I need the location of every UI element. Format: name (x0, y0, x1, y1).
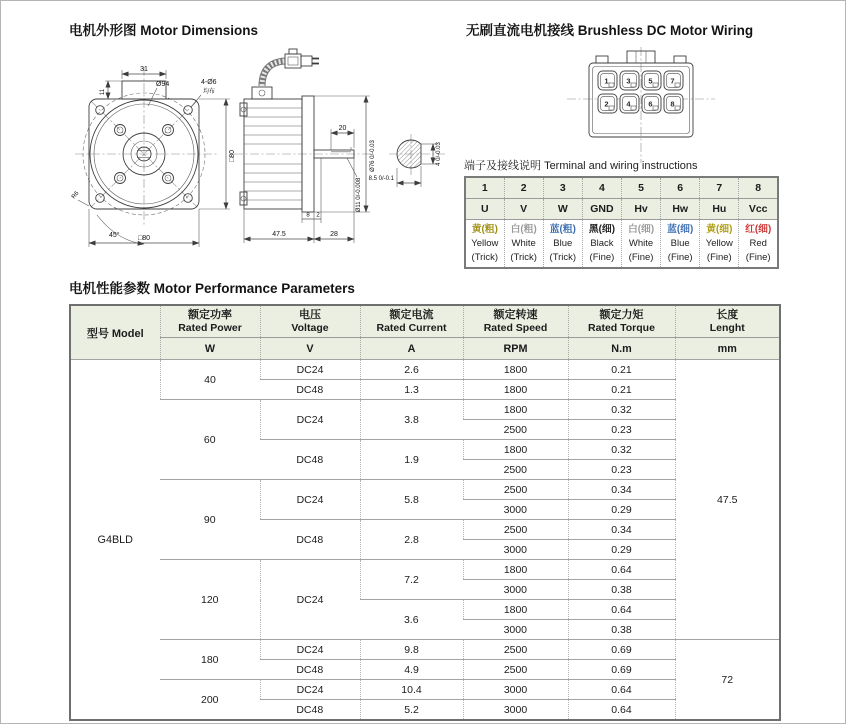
connector-pin-8 (664, 94, 683, 113)
performance-cell: 0.38 (568, 580, 675, 600)
wire-gauge: (Fine) (706, 252, 732, 263)
performance-cell: 1800 (463, 560, 568, 580)
performance-row (70, 560, 780, 580)
performance-cell: 7.2 (360, 560, 463, 600)
dim-label-dia76: Ø76 0/-0.03 (370, 140, 376, 172)
terminal-pin-number: 2 (504, 177, 543, 199)
performance-cell: 0.21 (568, 380, 675, 400)
col-header-model: 型号 Model (70, 305, 160, 360)
performance-cell: 0.32 (568, 440, 675, 460)
wire-color-en: White (511, 238, 536, 249)
unit-a: A (360, 338, 463, 360)
col-header-length: 长度 Lenght (675, 305, 780, 338)
terminal-wire (543, 220, 582, 269)
connector-pin-3 (620, 71, 639, 90)
wire-gauge: (Fine) (589, 252, 615, 263)
wiring-title-en: Brushless DC Motor Wiring (577, 23, 754, 38)
wire-gauge: (Trick) (510, 252, 537, 263)
performance-cell: 0.23 (568, 460, 675, 480)
dim-label-holes-note: 均布 (203, 89, 216, 95)
connector-pin-label: 1 (604, 76, 609, 86)
motor-dimensions-title-cn: 电机外形图 (69, 23, 137, 38)
shaft-section-detail (369, 134, 445, 187)
dim-label-dia11: Ø11 0/-0.008 (356, 177, 362, 213)
motor-front-view (71, 66, 236, 247)
connector-pin-5 (642, 71, 661, 90)
connector-pin-label: 2 (604, 99, 609, 109)
performance-cell: 40 (160, 360, 260, 400)
performance-cell: 1.9 (360, 440, 463, 480)
performance-row (70, 640, 780, 660)
wiring-title (466, 19, 753, 39)
performance-cell: 0.64 (568, 680, 675, 700)
performance-cell: 3000 (463, 700, 568, 721)
unit-rpm: RPM (463, 338, 568, 360)
wire-color-cn: 黄(细) (706, 224, 733, 235)
performance-row (70, 400, 780, 420)
motor-dimensions-title-en: Motor Dimensions (140, 23, 259, 38)
connector-pin-2 (598, 94, 617, 113)
performance-cell: DC48 (260, 520, 360, 560)
wire-color-en: Blue (553, 238, 573, 249)
terminal-wire (504, 220, 543, 269)
performance-cell: DC24 (260, 400, 360, 440)
terminal-wire (661, 220, 700, 269)
performance-cell: 5.8 (360, 480, 463, 520)
terminal-wire (739, 220, 778, 269)
dim-label-2: 2 (316, 212, 320, 219)
performance-cell: 3000 (463, 620, 568, 640)
performance-title-cn: 电机性能参数 (69, 281, 150, 296)
terminal-instructions-en: Terminal and wiring instructions (544, 160, 698, 172)
performance-cell: 2500 (463, 660, 568, 680)
wire-color-cn: 黄(粗) (471, 224, 498, 235)
performance-cell: 0.69 (568, 660, 675, 680)
connector-pin-7 (664, 71, 683, 90)
connector-pin-label: 7 (670, 76, 675, 86)
col-header-rated-power: 额定功率 Rated Power (160, 305, 260, 338)
col-header-voltage: 电压 Voltage (260, 305, 360, 338)
wire-color-en: Black (590, 238, 614, 249)
performance-cell: DC24 (260, 640, 360, 660)
dim-label-28: 28 (330, 231, 338, 238)
terminal-signal: U (465, 199, 504, 220)
wire-color-en: Yellow (705, 238, 733, 249)
performance-cell: 3000 (463, 500, 568, 520)
connector-pin-label: 5 (648, 76, 653, 86)
connector-pin-6 (642, 94, 661, 113)
performance-cell: 1800 (463, 400, 568, 420)
terminal-signal: Hv (622, 199, 661, 220)
performance-cell: 1.3 (360, 380, 463, 400)
terminal-pin-number: 3 (543, 177, 582, 199)
terminal-pin-number: 7 (700, 177, 739, 199)
performance-cell: DC48 (260, 700, 360, 721)
connector-pin-label: 4 (626, 99, 631, 109)
wire-color-cn: 黑(细) (588, 224, 615, 235)
unit-mm: mm (675, 338, 780, 360)
connector-drawing (541, 47, 741, 165)
performance-cell: 1800 (463, 440, 568, 460)
dim-label-47-5: 47.5 (272, 231, 286, 238)
wire-color-en: Red (749, 238, 767, 249)
performance-cell: 3000 (463, 580, 568, 600)
terminal-wire (582, 220, 621, 269)
wire-color-cn: 白(细) (628, 224, 655, 235)
performance-cell: 200 (160, 680, 260, 721)
performance-row (70, 480, 780, 500)
performance-cell: 90 (160, 480, 260, 560)
performance-cell: DC24 (260, 680, 360, 700)
performance-cell: 2500 (463, 420, 568, 440)
performance-cell: 2500 (463, 460, 568, 480)
dim-label-holes: 4-Ø6 (201, 79, 217, 86)
performance-cell: 47.5 (675, 360, 780, 640)
performance-cell: 0.32 (568, 400, 675, 420)
performance-cell: 2500 (463, 640, 568, 660)
terminal-instructions-subtitle (464, 157, 698, 173)
wire-color-en: White (628, 238, 654, 249)
terminal-wire (700, 220, 739, 269)
motor-side-view (234, 49, 376, 243)
wire-color-cn: 白(粗) (510, 224, 537, 235)
performance-cell: 1800 (463, 600, 568, 620)
terminal-instructions-cn: 端子及接线说明 (464, 160, 541, 172)
dim-label-8-5: 8.5 0/-0.1 (368, 176, 394, 182)
dim-label-r6: R6 (70, 190, 81, 201)
performance-cell: DC48 (260, 660, 360, 680)
performance-cell: 2500 (463, 520, 568, 540)
performance-row (70, 360, 780, 380)
performance-cell: DC24 (260, 560, 360, 640)
performance-cell: 0.29 (568, 500, 675, 520)
performance-cell: 3000 (463, 680, 568, 700)
connector-pin-4 (620, 94, 639, 113)
terminal-pin-number: 5 (622, 177, 661, 199)
performance-cell: DC48 (260, 440, 360, 480)
wire-gauge: (Fine) (667, 252, 693, 263)
performance-table (69, 304, 781, 721)
wire-color-cn: 红(细) (745, 224, 772, 235)
terminal-signal: Vcc (739, 199, 778, 220)
dim-label-45deg: 45° (109, 232, 120, 239)
dim-label-31: 31 (140, 66, 148, 73)
terminal-wire (622, 220, 661, 269)
performance-cell: 10.4 (360, 680, 463, 700)
terminal-pin-number: 8 (739, 177, 778, 199)
dim-label-20: 20 (338, 125, 347, 132)
connector-pin-label: 8 (670, 99, 675, 109)
performance-cell: 5.2 (360, 700, 463, 721)
terminal-wire (465, 220, 504, 269)
wire-gauge: (Trick) (549, 252, 577, 263)
performance-cell: 9.8 (360, 640, 463, 660)
motor-cable (252, 49, 319, 99)
col-header-rated-speed: 额定转速 Rated Speed (463, 305, 568, 338)
performance-cell: 3.8 (360, 400, 463, 440)
performance-cell: DC24 (260, 480, 360, 520)
unit-nm: N.m (568, 338, 675, 360)
wire-color-cn: 蓝(粗) (549, 224, 576, 235)
unit-v: V (260, 338, 360, 360)
wire-gauge: (Fine) (628, 252, 654, 263)
dim-label-8: 8 (306, 212, 310, 219)
dim-label-dia94: Ø94 (156, 81, 170, 88)
performance-cell: 120 (160, 560, 260, 640)
terminal-pin-number: 4 (582, 177, 621, 199)
wire-color-en: Blue (670, 238, 690, 249)
performance-cell: 2500 (463, 480, 568, 500)
dim-label-sq80-bottom: □80 (137, 235, 151, 242)
terminal-wiring-table (464, 176, 779, 269)
performance-title (69, 277, 355, 297)
col-header-rated-torque: 额定力矩 Rated Torque (568, 305, 675, 338)
performance-cell: 3000 (463, 540, 568, 560)
terminal-pin-number: 1 (465, 177, 504, 199)
performance-cell: 2.8 (360, 520, 463, 560)
motor-dimensions-title (69, 19, 258, 39)
wiring-title-cn: 无刷直流电机接线 (466, 23, 574, 38)
connector-pin-grid (598, 71, 683, 113)
wire-gauge: (Fine) (745, 252, 771, 263)
performance-title-en: Motor Performance Parameters (153, 281, 355, 296)
wire-color-cn: 蓝(细) (667, 224, 694, 235)
performance-cell: 0.23 (568, 420, 675, 440)
performance-cell: 0.34 (568, 520, 675, 540)
dim-label-4: 4 0/-0.03 (436, 142, 442, 166)
motor-dimensions-drawing (59, 47, 469, 265)
terminal-pin-number: 6 (661, 177, 700, 199)
performance-cell: 0.29 (568, 540, 675, 560)
performance-cell: 0.21 (568, 360, 675, 380)
dim-label-sq80-right: □80 (229, 149, 236, 163)
performance-cell: 72 (675, 640, 780, 721)
wire-gauge: (Trick) (471, 252, 499, 263)
performance-cell: 0.64 (568, 700, 675, 721)
connector-pin-label: 3 (626, 76, 631, 86)
performance-cell: 1800 (463, 360, 568, 380)
terminal-signal: W (543, 199, 582, 220)
unit-w: W (160, 338, 260, 360)
model-cell: G4BLD (70, 360, 160, 721)
performance-cell: 0.34 (568, 480, 675, 500)
performance-cell: DC24 (260, 360, 360, 380)
performance-cell: 0.64 (568, 560, 675, 580)
dim-label-11: 11 (100, 88, 106, 96)
terminal-signal: V (504, 199, 543, 220)
performance-cell: 0.38 (568, 620, 675, 640)
connector-pin-label: 6 (648, 99, 653, 109)
performance-cell: 0.64 (568, 600, 675, 620)
performance-row (70, 680, 780, 700)
terminal-signal: GND (582, 199, 621, 220)
performance-cell: 180 (160, 640, 260, 680)
performance-cell: 1800 (463, 380, 568, 400)
performance-cell: 0.69 (568, 640, 675, 660)
performance-cell: DC48 (260, 380, 360, 400)
terminal-signal: Hu (700, 199, 739, 220)
wire-color-en: Yellow (471, 238, 499, 249)
col-header-rated-current: 额定电流 Rated Current (360, 305, 463, 338)
terminal-signal: Hw (661, 199, 700, 220)
performance-cell: 3.6 (360, 600, 463, 640)
performance-cell: 4.9 (360, 660, 463, 680)
connector-pin-1 (598, 71, 617, 90)
performance-cell: 60 (160, 400, 260, 480)
performance-cell: 2.6 (360, 360, 463, 380)
